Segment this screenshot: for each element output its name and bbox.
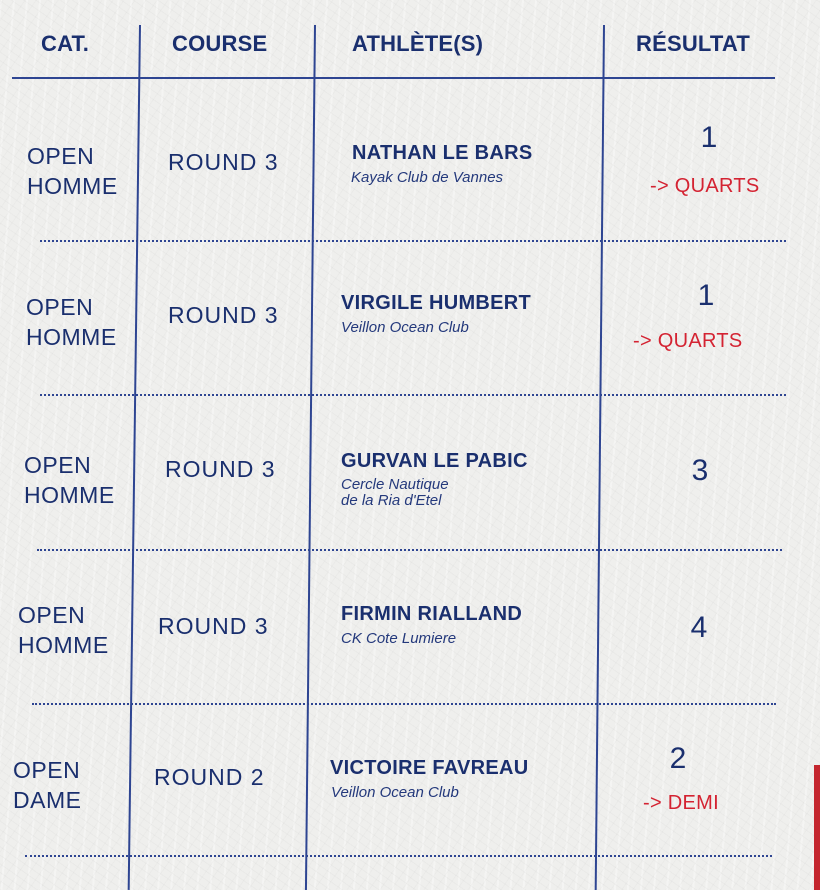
category-line-1: OPEN <box>24 452 92 478</box>
header-result: RÉSULTAT <box>636 31 751 56</box>
header-cat: CAT. <box>41 31 90 56</box>
column-divider-3 <box>595 25 605 890</box>
athlete-club: CK Cote Lumiere <box>341 630 457 647</box>
row-separator <box>40 240 786 242</box>
result-rank: 4 <box>690 611 708 644</box>
row-separator <box>25 855 772 857</box>
column-divider-1 <box>128 25 141 890</box>
category-line-2: HOMME <box>18 632 109 658</box>
athlete-name: GURVAN LE PABIC <box>341 450 528 472</box>
advance-label: -> QUARTS <box>633 330 743 352</box>
athlete-club: Kayak Club de Vannes <box>351 169 504 186</box>
row-separator <box>37 549 782 551</box>
category-line-2: HOMME <box>27 173 118 199</box>
category-cell <box>18 600 109 660</box>
row-separator <box>32 703 776 705</box>
athlete-name: VIRGILE HUMBERT <box>341 292 532 314</box>
advance-label: -> DEMI <box>643 792 719 814</box>
result-rank: 3 <box>691 454 709 487</box>
category-line-2: HOMME <box>24 482 115 508</box>
category-cell <box>24 450 115 510</box>
header-athletes: ATHLÈTE(S) <box>352 31 484 56</box>
athlete-club: Veillon Ocean Club <box>341 319 469 336</box>
category-line-2: DAME <box>13 787 82 813</box>
category-line-1: OPEN <box>13 757 81 783</box>
category-line-1: OPEN <box>27 143 95 169</box>
course-cell: ROUND 3 <box>165 456 276 482</box>
result-rank: 1 <box>697 279 715 312</box>
course-cell: ROUND 2 <box>154 764 265 790</box>
category-line-1: OPEN <box>18 602 86 628</box>
athlete-club: Cercle Nautique de la Ria d'Etel <box>341 476 449 509</box>
course-cell: ROUND 3 <box>168 302 279 328</box>
advance-label: -> QUARTS <box>650 175 760 197</box>
category-line-1: OPEN <box>26 294 94 320</box>
edge-accent-stripe <box>814 765 820 890</box>
athlete-name: VICTOIRE FAVREAU <box>330 757 529 779</box>
row-separator <box>40 394 786 396</box>
result-rank: 1 <box>700 121 718 154</box>
athlete-club: Veillon Ocean Club <box>331 784 459 801</box>
column-divider-2 <box>305 25 316 890</box>
category-cell <box>26 292 117 352</box>
header-course: COURSE <box>172 31 268 56</box>
category-line-2: HOMME <box>26 324 117 350</box>
category-cell <box>13 755 81 815</box>
result-rank: 2 <box>669 742 687 775</box>
course-cell: ROUND 3 <box>158 613 269 639</box>
header-underline <box>12 77 775 79</box>
athlete-name: FIRMIN RIALLAND <box>341 603 523 625</box>
category-cell <box>27 141 118 201</box>
course-cell: ROUND 3 <box>168 149 279 175</box>
athlete-name: NATHAN LE BARS <box>352 142 533 164</box>
